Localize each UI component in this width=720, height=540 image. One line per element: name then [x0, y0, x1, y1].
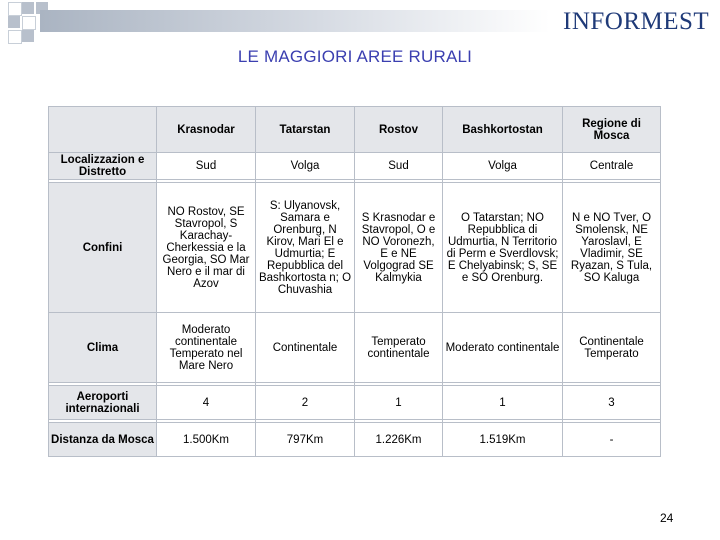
- decor-square: [22, 2, 34, 14]
- page-number: 24: [660, 511, 674, 525]
- table-cell: 1: [355, 386, 443, 420]
- row-header: Aeroporti internazionali: [49, 386, 157, 420]
- column-header: Krasnodar: [157, 107, 256, 153]
- informest-logo: [563, 8, 709, 38]
- table-cell: O Tatarstan; NO Repubblica di Udmurtia, N Territorio di Perm e Sverdlovsk; E Chelyabinsk; S, SE e SO Orenburg.: [443, 183, 563, 313]
- table-cell: Volga: [443, 153, 563, 180]
- table-cell: 2: [256, 386, 355, 420]
- table-cell: NO Rostov, SE Stavropol, S Karachay-Cherkessia e la Georgia, SO Mar Nero e il mar di Azov: [157, 183, 256, 313]
- logo-text: INFORMEST: [563, 8, 710, 35]
- table-cell: 3: [563, 386, 661, 420]
- decor-square: [22, 30, 34, 42]
- table-cell: Continentale: [256, 313, 355, 383]
- column-header: Tatarstan: [256, 107, 355, 153]
- table-cell: Volga: [256, 153, 355, 180]
- table-cell: -: [563, 423, 661, 457]
- slide-title: LE MAGGIORI AREE RURALI: [237, 47, 473, 66]
- table-cell: 1: [443, 386, 563, 420]
- column-header: Rostov: [355, 107, 443, 153]
- table-cell: S: Ulyanovsk, Samara e Orenburg, N Kirov, Mari El e Udmurtia; E Repubblica del Bashkortosta n; O Chuvashia: [256, 183, 355, 313]
- decor-square: [8, 2, 22, 16]
- table-cell: 4: [157, 386, 256, 420]
- table-cell: Temperato continentale: [355, 313, 443, 383]
- table-cell: 1.500Km: [157, 423, 256, 457]
- table-cell: S Krasnodar e Stavropol, O e NO Voronezh, E e NE Volgograd SE Kalmykia: [355, 183, 443, 313]
- decor-square: [22, 16, 36, 30]
- table-cell: 1.226Km: [355, 423, 443, 457]
- rural-areas-table: [48, 106, 660, 457]
- column-header: Bashkortostan: [443, 107, 563, 153]
- table-corner: [49, 107, 157, 153]
- row-header: Localizzazion e Distretto: [49, 153, 157, 180]
- table-cell: Continentale Temperato: [563, 313, 661, 383]
- table-cell: 797Km: [256, 423, 355, 457]
- table-cell: Sud: [355, 153, 443, 180]
- row-header: Confini: [49, 183, 157, 313]
- row-header: Distanza da Mosca: [49, 423, 157, 457]
- decor-square: [8, 16, 20, 28]
- table-cell: 1.519Km: [443, 423, 563, 457]
- header-gradient-bar: [40, 10, 550, 32]
- column-header: Regione di Mosca: [563, 107, 661, 153]
- table-cell: N e NO Tver, O Smolensk, NE Yaroslavl, E Vladimir, SE Ryazan, S Tula, SO Kaluga: [563, 183, 661, 313]
- row-header: Clima: [49, 313, 157, 383]
- table-cell: Sud: [157, 153, 256, 180]
- table-cell: Moderato continentale: [443, 313, 563, 383]
- decor-square: [8, 30, 22, 44]
- table-cell: Centrale: [563, 153, 661, 180]
- table-cell: Moderato continentale Temperato nel Mare Nero: [157, 313, 256, 383]
